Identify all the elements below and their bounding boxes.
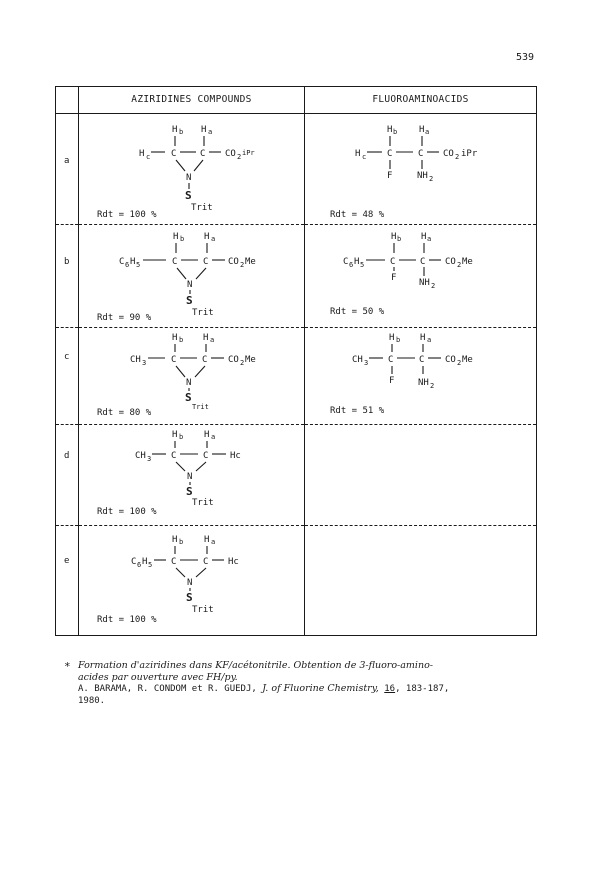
table-row xyxy=(56,225,537,328)
atom-label: S xyxy=(185,189,192,202)
atom-label: H xyxy=(420,333,426,343)
compounds-table xyxy=(55,86,537,636)
footnote xyxy=(78,660,538,707)
row-label: d xyxy=(64,451,70,461)
atom-label: CO xyxy=(445,257,456,267)
atom-label: C xyxy=(419,355,425,365)
atom-label: N xyxy=(187,472,193,482)
fluoroaminoacid-yield: Rdt = 50 % xyxy=(330,307,385,317)
atom-label: a xyxy=(211,235,216,243)
atom-label: iPr xyxy=(461,149,478,159)
atom-label: CH xyxy=(135,451,146,461)
atom-label: H xyxy=(204,430,210,440)
atom-label: 2 xyxy=(240,359,245,367)
row-label: b xyxy=(64,257,70,267)
row-label: e xyxy=(64,556,70,566)
table-row xyxy=(56,328,537,425)
atom-label: NH xyxy=(418,378,429,388)
atom-label: H xyxy=(204,535,210,545)
atom-label: 2 xyxy=(457,359,462,367)
atom-label: 2 xyxy=(429,175,434,183)
atom-label: C xyxy=(171,149,177,159)
fluoroaminoacid-cell-empty xyxy=(305,425,537,526)
atom-label: H xyxy=(203,333,209,343)
atom-label: Me xyxy=(245,355,256,365)
atom-label: 5 xyxy=(148,561,153,569)
atom-label: C xyxy=(171,557,177,567)
atom-label: N xyxy=(186,173,192,183)
bond xyxy=(195,366,205,377)
atom-label: H xyxy=(139,149,145,159)
row-label: a xyxy=(64,156,70,166)
atom-label: C xyxy=(203,257,209,267)
reference-pages: , 183-187, xyxy=(395,684,450,694)
atom-label: a xyxy=(208,128,213,136)
atom-label: a xyxy=(427,336,432,344)
atom-label: C xyxy=(172,257,178,267)
atom-label: CO xyxy=(228,355,239,365)
row-label: c xyxy=(64,352,70,362)
atom-label: H xyxy=(130,257,136,267)
atom-label: a xyxy=(211,433,216,441)
atom-label: b xyxy=(179,336,184,344)
atom-label: N xyxy=(187,578,193,588)
reference-year: 1980. xyxy=(78,695,106,706)
atom-label: C xyxy=(171,355,177,365)
atom-label: H xyxy=(419,125,425,135)
aziridine-yield: Rdt = 100 % xyxy=(97,615,157,625)
header-aziridines: AZIRIDINES COMPOUNDS xyxy=(131,94,252,105)
fluoroaminoacid-structure-a xyxy=(305,114,560,225)
bond xyxy=(196,462,206,471)
fluoroaminoacid-cell xyxy=(305,328,537,425)
aziridine-yield: Rdt = 100 % xyxy=(97,507,157,517)
row-label-cell xyxy=(56,328,79,425)
atom-label: 6 xyxy=(137,561,142,569)
atom-label: a xyxy=(427,235,432,243)
atom-label: c xyxy=(362,153,367,161)
atom-label: b xyxy=(179,538,184,546)
atom-label: c xyxy=(146,153,151,161)
atom-label: 6 xyxy=(349,261,354,269)
atom-label: b xyxy=(180,235,185,243)
atom-label: Hc xyxy=(228,557,239,567)
atom-label: C xyxy=(131,557,137,567)
atom-label: C xyxy=(388,355,394,365)
aziridine-structure-a xyxy=(79,114,304,225)
atom-label: F xyxy=(391,273,397,283)
atom-label: CO xyxy=(228,257,239,267)
atom-label: CO xyxy=(445,355,456,365)
atom-label: 3 xyxy=(364,359,369,367)
bond xyxy=(176,366,185,377)
bond xyxy=(196,568,206,577)
atom-label: C xyxy=(418,149,424,159)
atom-label: CO xyxy=(225,149,236,159)
atom-label: H xyxy=(391,232,397,242)
atom-label: H xyxy=(387,125,393,135)
atom-label: 2 xyxy=(457,261,462,269)
atom-label: NH xyxy=(417,171,428,181)
aziridine-cell xyxy=(79,526,305,636)
footnote-marker: * xyxy=(64,660,71,673)
atom-label: C xyxy=(200,149,206,159)
atom-label: 5 xyxy=(136,261,141,269)
atom-label: H xyxy=(421,232,427,242)
atom-label: C xyxy=(420,257,426,267)
atom-label: Trit xyxy=(192,498,214,508)
atom-label: Me xyxy=(462,257,473,267)
table-row xyxy=(56,425,537,526)
atom-label: Trit xyxy=(192,403,209,411)
atom-label: C xyxy=(171,451,177,461)
atom-label: 2 xyxy=(455,153,460,161)
atom-label: H xyxy=(172,333,178,343)
atom-label: H xyxy=(354,257,360,267)
header-fluoro-cell xyxy=(305,87,537,114)
row-label-cell xyxy=(56,526,79,636)
atom-label: a xyxy=(425,128,430,136)
footnote-line: Formation d'aziridines dans KF/acétonitrile. Obtention de 3-fluoro-amino- xyxy=(78,660,434,671)
bond xyxy=(176,568,185,577)
atom-label: C xyxy=(387,149,393,159)
atom-label: H xyxy=(173,232,179,242)
atom-label: 2 xyxy=(431,282,436,290)
atom-label: S xyxy=(186,591,193,604)
atom-label: N xyxy=(187,280,193,290)
bond xyxy=(194,160,203,171)
atom-label: Me xyxy=(245,257,256,267)
atom-label: 2 xyxy=(237,153,242,161)
header-fluoroaminoacids: FLUOROAMINOACIDS xyxy=(372,94,469,105)
atom-label: F xyxy=(387,171,393,181)
atom-label: S xyxy=(186,294,193,307)
aziridine-cell xyxy=(79,328,305,425)
fluoroaminoacid-yield: Rdt = 51 % xyxy=(330,406,385,416)
fluoroaminoacid-cell xyxy=(305,114,537,225)
atom-label: H xyxy=(172,125,178,135)
atom-label: C xyxy=(390,257,396,267)
atom-label: a xyxy=(211,538,216,546)
atom-label: C xyxy=(203,557,209,567)
fluoroaminoacid-cell xyxy=(305,225,537,328)
atom-label: Me xyxy=(462,355,473,365)
atom-label: Trit xyxy=(192,605,214,615)
atom-label: N xyxy=(186,378,192,388)
aziridine-yield: Rdt = 80 % xyxy=(97,408,152,418)
atom-label: H xyxy=(389,333,395,343)
bond xyxy=(176,462,185,471)
bond xyxy=(177,268,186,279)
bond xyxy=(176,160,185,171)
reference-authors: A. BARAMA, R. CONDOM et R. GUEDJ, xyxy=(78,684,263,694)
atom-label: 3 xyxy=(147,455,152,463)
fluoroaminoacid-yield: Rdt = 48 % xyxy=(330,210,385,220)
reference-volume: 16 xyxy=(384,684,396,694)
atom-label: C xyxy=(119,257,125,267)
page-number: 539 xyxy=(516,52,535,63)
atom-label: H xyxy=(142,557,148,567)
atom-label: Trit xyxy=(191,203,213,213)
atom-label: S xyxy=(185,391,192,404)
atom-label: Trit xyxy=(192,308,214,318)
row-label-cell xyxy=(56,425,79,526)
atom-label: H xyxy=(204,232,210,242)
atom-label: b xyxy=(179,433,184,441)
atom-label: b xyxy=(397,235,402,243)
atom-label: Hc xyxy=(230,451,241,461)
table-row xyxy=(56,114,537,225)
table-row xyxy=(56,526,537,636)
atom-label: 5 xyxy=(360,261,365,269)
atom-label: S xyxy=(186,485,193,498)
atom-label: H xyxy=(172,535,178,545)
atom-label: b xyxy=(396,336,401,344)
table-header-row xyxy=(56,87,537,114)
reference-journal: J. of Fluorine Chemistry, xyxy=(262,683,379,694)
fluoroaminoacid-cell-empty xyxy=(305,526,537,636)
header-label-cell xyxy=(56,87,79,114)
atom-label: 3 xyxy=(142,359,147,367)
footnote-reference xyxy=(78,683,538,696)
atom-label: CO xyxy=(443,149,454,159)
atom-label: C xyxy=(203,451,209,461)
atom-label: 2 xyxy=(240,261,245,269)
aziridine-cell xyxy=(79,225,305,328)
atom-label: 6 xyxy=(125,261,130,269)
atom-label: CH xyxy=(352,355,363,365)
atom-label: H xyxy=(355,149,361,159)
atom-label: iPr xyxy=(242,149,255,157)
atom-label: NH xyxy=(419,278,430,288)
row-label-cell xyxy=(56,114,79,225)
aziridine-yield: Rdt = 90 % xyxy=(97,313,152,323)
atom-label: C xyxy=(202,355,208,365)
aziridine-cell xyxy=(79,425,305,526)
aziridine-yield: Rdt = 100 % xyxy=(97,210,157,220)
atom-label: 2 xyxy=(430,382,435,390)
atom-label: a xyxy=(210,336,215,344)
atom-label: F xyxy=(389,376,395,386)
row-label-cell xyxy=(56,225,79,328)
atom-label: C xyxy=(343,257,349,267)
header-aziridines-cell xyxy=(79,87,305,114)
bond xyxy=(196,268,206,279)
atom-label: CH xyxy=(130,355,141,365)
atom-label: b xyxy=(393,128,398,136)
aziridine-cell xyxy=(79,114,305,225)
footnote-line: acides par ouverture avec FH/py. xyxy=(78,671,238,683)
atom-label: H xyxy=(172,430,178,440)
atom-label: H xyxy=(201,125,207,135)
atom-label: b xyxy=(179,128,184,136)
